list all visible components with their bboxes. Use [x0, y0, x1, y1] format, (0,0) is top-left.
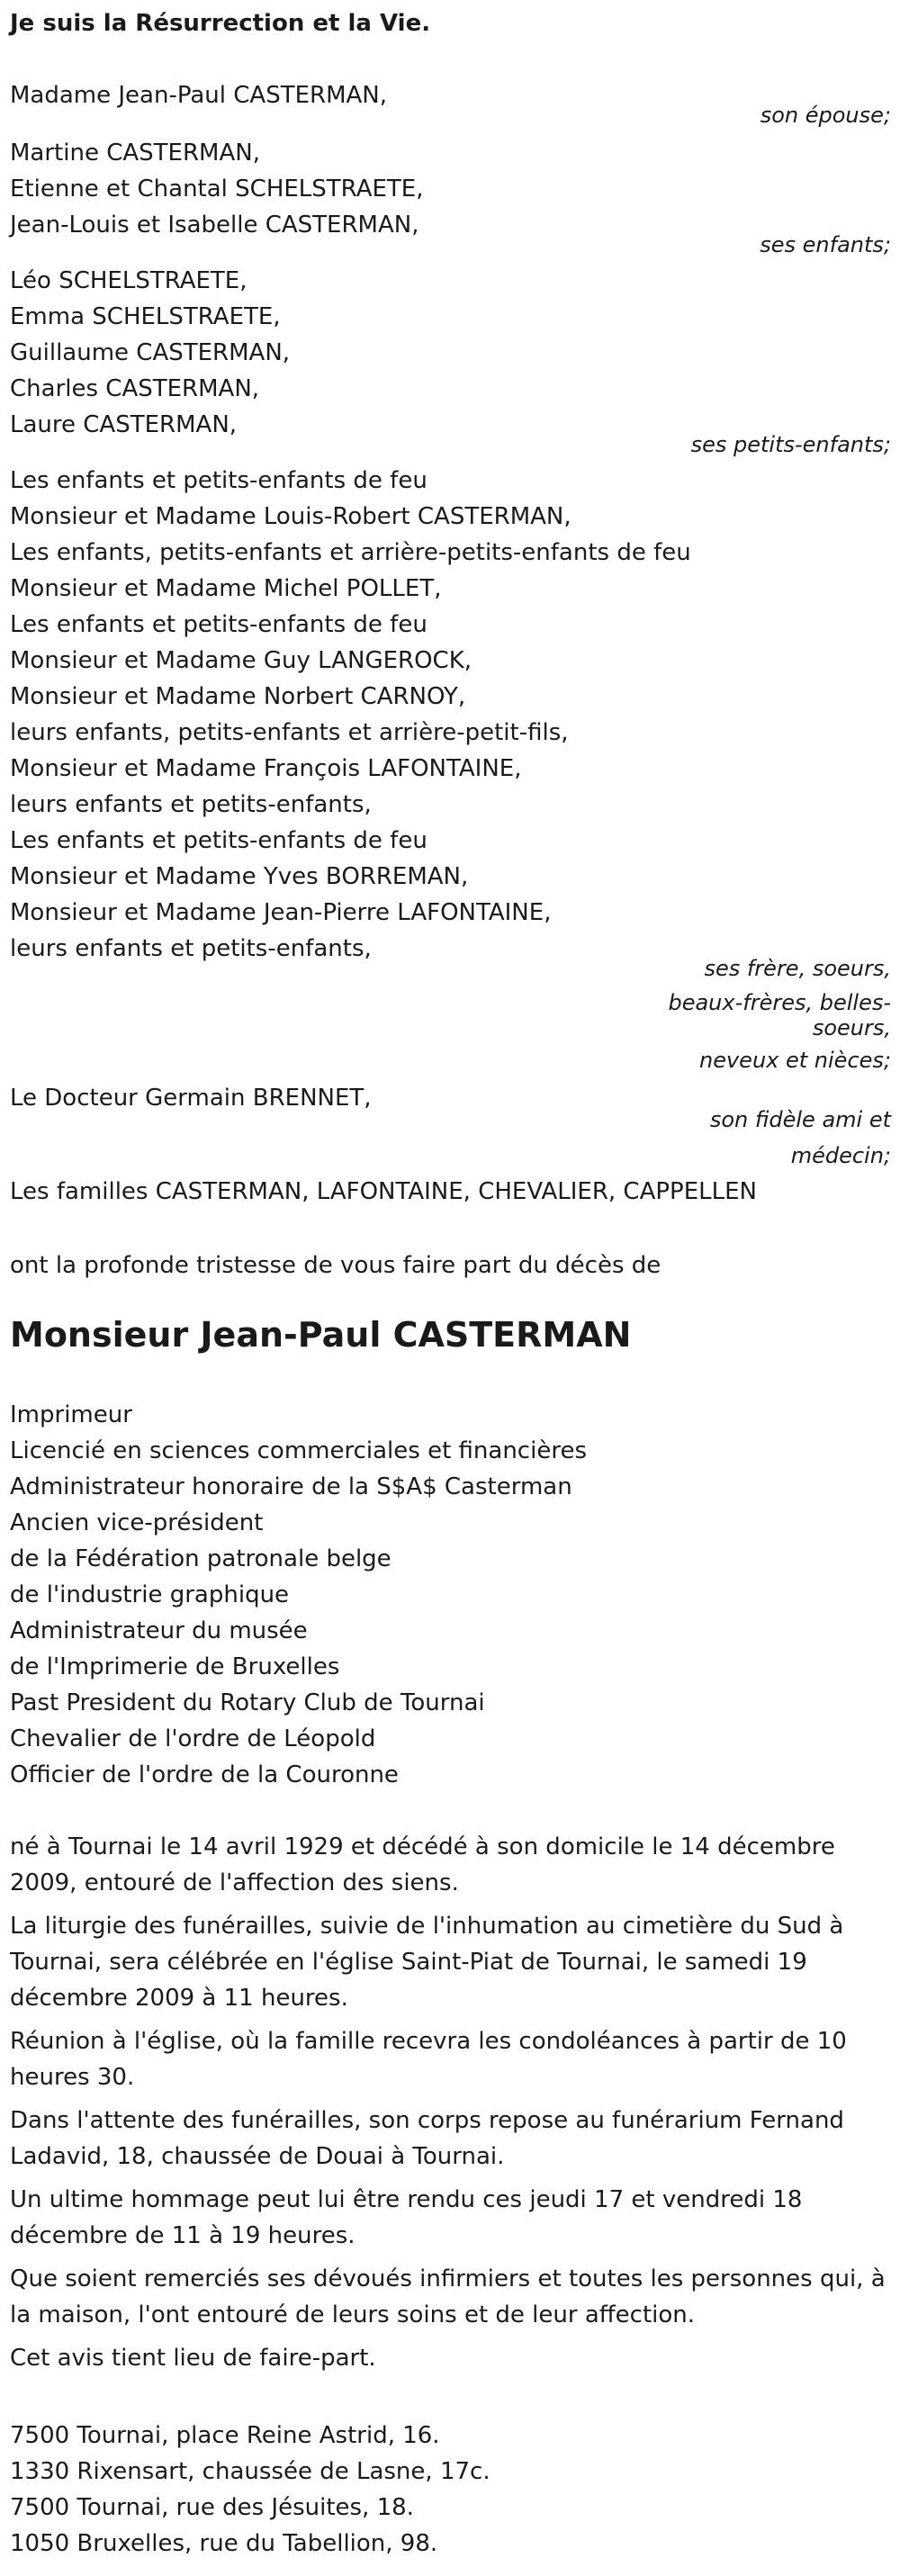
address-line: 1330 Rixensart, chaussée de Lasne, 17c.: [10, 2458, 490, 2485]
child-name: Jean-Louis et Isabelle CASTERMAN,: [10, 212, 419, 239]
paragraph-gathering: Réunion à l'église, où la famille recevra les condoléances à partir de 10 heures 30.: [10, 2028, 847, 2091]
families-line: Les familles CASTERMAN, LAFONTAINE, CHEVALIER, CAPPELLEN: [10, 1178, 757, 1205]
address-line: 7500 Tournai, rue des Jésuites, 18.: [10, 2494, 414, 2521]
sibling-line: Monsieur et Madame François LAFONTAINE,: [10, 755, 522, 782]
address-line: 1050 Bruxelles, rue du Tabellion, 98.: [10, 2530, 438, 2557]
child-name: Etienne et Chantal SCHELSTRAETE,: [10, 176, 424, 203]
title-line: Licencié en sciences commerciales et financières: [10, 1437, 587, 1464]
sibling-line: leurs enfants, petits-enfants et arrière-petit-fils,: [10, 719, 569, 746]
paragraph-notice: Cet avis tient lieu de faire-part.: [10, 2345, 376, 2372]
title-line: de la Fédération patronale belge: [10, 1545, 392, 1572]
child-name: Martine CASTERMAN,: [10, 140, 260, 167]
sibling-line: leurs enfants et petits-enfants,: [10, 935, 372, 962]
title-line: de l'Imprimerie de Bruxelles: [10, 1653, 340, 1680]
paragraph-funerarium: Dans l'attente des funérailles, son corps repose au funérarium Fernand Ladavid, 18, chaussée de Douai à Tournai.: [10, 2107, 844, 2170]
title-line: Past President du Rotary Club de Tournai: [10, 1689, 485, 1716]
spouse-name: Madame Jean-Paul CASTERMAN,: [10, 82, 388, 109]
announcement: ont la profonde tristesse de vous faire part du décès de: [10, 1252, 662, 1279]
paragraph-thanks: Que soient remerciés ses dévoués infirmiers et toutes les personnes qui, à la maison, l'ont entouré de leurs soins et de leur affection.: [10, 2265, 886, 2328]
sibling-line: Monsieur et Madame Jean-Pierre LAFONTAINE,: [10, 899, 552, 926]
intro-quote: Je suis la Résurrection et la Vie.: [10, 10, 431, 37]
sibling-line: Les enfants et petits-enfants de feu: [10, 467, 428, 494]
title-line: Chevalier de l'ordre de Léopold: [10, 1725, 376, 1752]
grandchild-name: Léo SCHELSTRAETE,: [10, 267, 248, 294]
sibling-line: Les enfants et petits-enfants de feu: [10, 611, 428, 638]
siblings-role-line: soeurs,: [812, 1015, 891, 1040]
grandchild-name: Emma SCHELSTRAETE,: [10, 303, 281, 330]
paragraph-tribute: Un ultime hommage peut lui être rendu ces jeudi 17 et vendredi 18 décembre de 11 à 19 heures.: [10, 2186, 803, 2249]
title-line: Ancien vice-président: [10, 1509, 264, 1536]
deceased-name: Monsieur Jean-Paul CASTERMAN: [10, 1315, 632, 1355]
title-line: Administrateur du musée: [10, 1617, 308, 1644]
grandchild-name: Laure CASTERMAN,: [10, 411, 238, 438]
address-line: 7500 Tournai, place Reine Astrid, 16.: [10, 2422, 440, 2449]
spouse-role: son épouse;: [760, 103, 891, 128]
friend-role-line: son fidèle ami et: [709, 1107, 891, 1132]
sibling-line: Monsieur et Madame Michel POLLET,: [10, 575, 442, 602]
title-line: Administrateur honoraire de la S$A$ Casterman: [10, 1473, 572, 1500]
siblings-role-line: ses frère, soeurs,: [704, 956, 891, 981]
paragraph-birth-death: né à Tournai le 14 avril 1929 et décédé à son domicile le 14 décembre 2009, entouré de l'affection des siens.: [10, 1833, 835, 1896]
siblings-role-line: beaux-frères, belles-: [668, 990, 891, 1015]
sibling-line: Monsieur et Madame Norbert CARNOY,: [10, 683, 466, 710]
grandchildren-role: ses petits-enfants;: [690, 432, 891, 457]
sibling-line: Monsieur et Madame Yves BORREMAN,: [10, 863, 469, 890]
friend-name: Le Docteur Germain BRENNET,: [10, 1085, 372, 1112]
title-line: de l'industrie graphique: [10, 1581, 290, 1608]
siblings-role-line: neveux et nièces;: [699, 1048, 891, 1073]
sibling-line: leurs enfants et petits-enfants,: [10, 791, 372, 818]
sibling-line: Les enfants, petits-enfants et arrière-petits-enfants de feu: [10, 539, 691, 566]
title-line: Officier de l'ordre de la Couronne: [10, 1761, 399, 1788]
children-role: ses enfants;: [760, 232, 891, 257]
grandchild-name: Charles CASTERMAN,: [10, 375, 260, 402]
grandchild-name: Guillaume CASTERMAN,: [10, 339, 291, 366]
paragraph-funeral: La liturgie des funérailles, suivie de l'inhumation au cimetière du Sud à Tournai, sera célébrée en l'église Saint-Piat de Tournai, le samedi 19 décembre 2009 à 11 heures.: [10, 1913, 844, 2012]
title-line: Imprimeur: [10, 1401, 132, 1428]
friend-role-line: médecin;: [790, 1143, 891, 1168]
sibling-line: Les enfants et petits-enfants de feu: [10, 827, 428, 854]
sibling-line: Monsieur et Madame Louis-Robert CASTERMAN,: [10, 503, 572, 530]
sibling-line: Monsieur et Madame Guy LANGEROCK,: [10, 647, 472, 674]
